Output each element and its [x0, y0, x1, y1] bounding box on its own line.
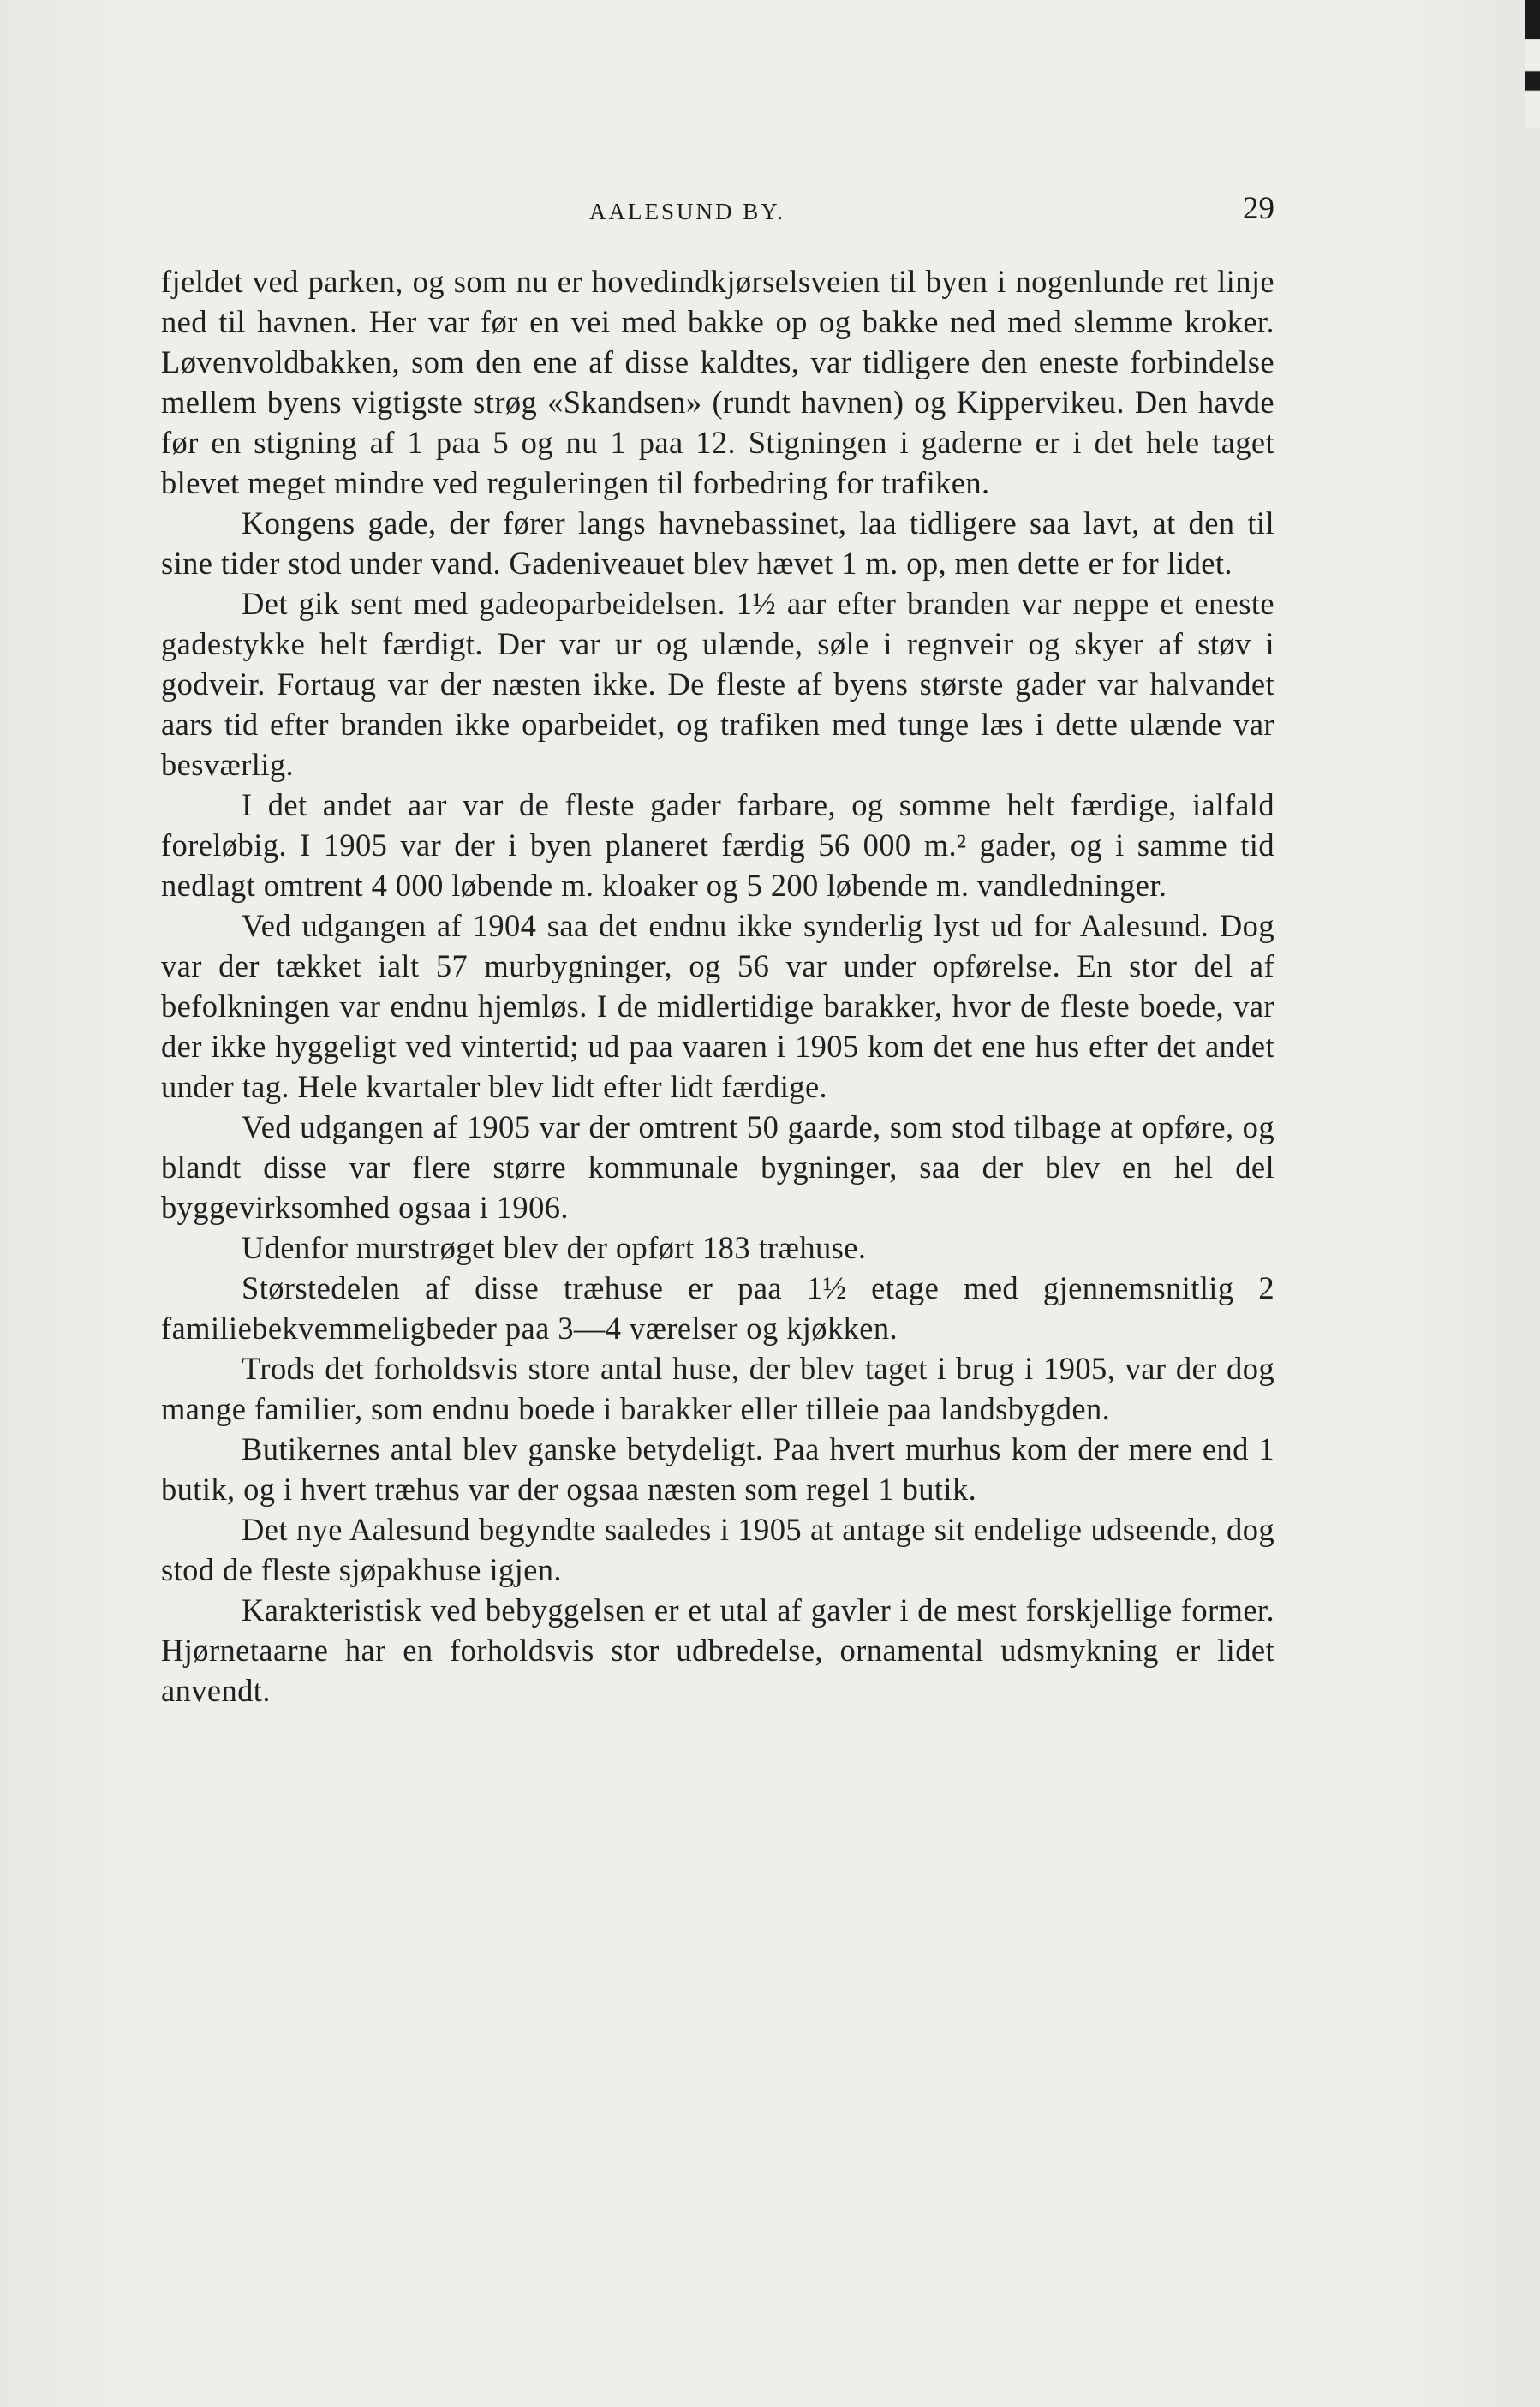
paragraph: Det gik sent med gadeoparbeidelsen. 1½ aar efter branden var neppe et eneste gadestykke helt færdigt. Der var ur og ulænde, søle i regnveir og skyer af støv i godveir. Fortaug var der næsten ikke. De fleste af byens største gader var halvandet aars tid efter branden ikke oparbeidet, og trafiken med tunge læs i dette ulænde var besværlig.	[161, 586, 1274, 782]
page-header	[161, 190, 1274, 242]
page-number: 29	[1243, 191, 1274, 226]
paragraph: Butikernes antal blev ganske betydeligt. Paa hvert murhus kom der mere end 1 butik, og i hvert træhus var der ogsaa næsten som regel 1 butik.	[161, 1431, 1274, 1507]
paragraph: Kongens gade, der fører langs havnebassinet, laa tidligere saa lavt, at den til sine tider stod under vand. Gadeniveauet blev hævet 1 m. op, men dette er for lidet.	[161, 505, 1274, 581]
body-text	[161, 261, 1274, 1711]
paragraph: I det andet aar var de fleste gader farbare, og somme helt færdige, ialfald foreløbig. I 1905 var der i byen planeret færdig 56 000 m.² gader, og i samme tid nedlagt omtrent 4 000 løbende m. kloaker og 5 200 løbende m. vandledninger.	[161, 787, 1274, 903]
paragraph: Karakteristisk ved bebyggelsen er et utal af gavler i de mest forskjellige former. Hjørnetaarne har en forholdsvis stor udbredelse, ornamental udsmykning er lidet anvendt.	[161, 1592, 1274, 1708]
scan-edge-mark	[1525, 0, 1540, 128]
paragraph: Størstedelen af disse træhuse er paa 1½ etage med gjennemsnitlig 2 familiebekvemmeligbeder paa 3—4 værelser og kjøkken.	[161, 1270, 1274, 1346]
paragraph: Trods det forholdsvis store antal huse, der blev taget i brug i 1905, var der dog mange familier, som endnu boede i barakker eller tilleie paa landsbygden.	[161, 1351, 1274, 1426]
paragraph: Ved udgangen af 1904 saa det endnu ikke synderlig lyst ud for Aalesund. Dog var der tækket ialt 57 murbygninger, og 56 var under opførelse. En stor del af befolkningen var endnu hjemløs. I de midlertidige barakker, hvor de fleste boede, var der ikke hyggeligt ved vintertid; ud paa vaaren i 1905 kom det ene hus efter det andet under tag. Hele kvartaler blev lidt efter lidt færdige.	[161, 908, 1274, 1104]
paragraph: fjeldet ved parken, og som nu er hovedindkjørselsveien til byen i nogenlunde ret linje ned til havnen. Her var før en vei med bakke op og bakke ned med slemme kroker. Løvenvoldbakken, som den ene af disse kaldtes, var tidligere den eneste forbindelse mellem byens vigtigste strøg «Skandsen» (rundt havnen) og Kippervikeu. Den havde før en stigning af 1 paa 5 og nu 1 paa 12. Stigningen i gaderne er i det hele taget blevet meget mindre ved reguleringen til forbedring for trafiken.	[161, 264, 1274, 500]
running-head: AALESUND BY.	[589, 199, 786, 224]
paragraph: Udenfor murstrøget blev der opført 183 træhuse.	[242, 1230, 867, 1265]
paragraph: Ved udgangen af 1905 var der omtrent 50 gaarde, som stod tilbage at opføre, og blandt disse var flere større kommunale bygninger, saa der blev en hel del byggevirksomhed ogsaa i 1906.	[161, 1109, 1274, 1225]
paragraph: Det nye Aalesund begyndte saaledes i 1905 at antage sit endelige udseende, dog stod de fleste sjøpakhuse igjen.	[161, 1512, 1274, 1587]
